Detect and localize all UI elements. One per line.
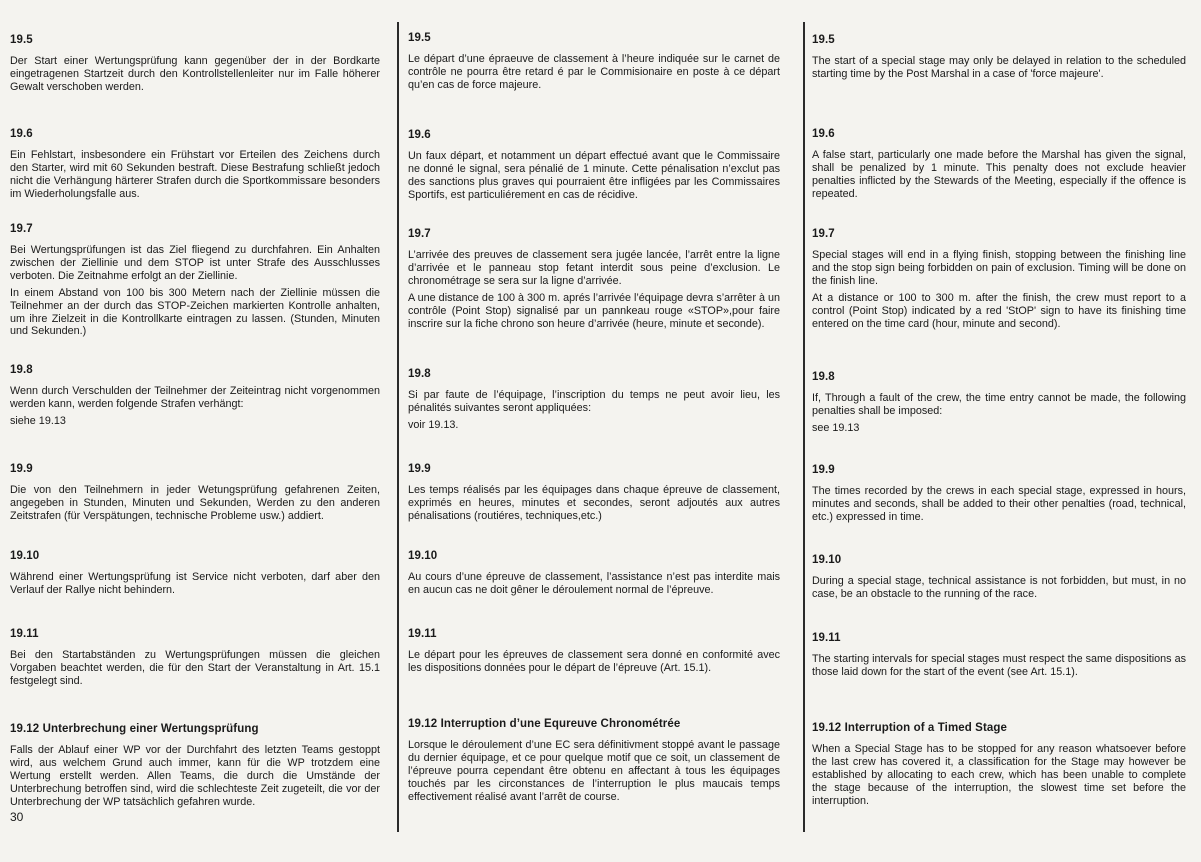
- article-paragraph: voir 19.13.: [408, 418, 459, 431]
- article-paragraph: Der Start einer Wertungsprüfung kann gegenüber der in der Bordkarte eingetragenen Startzeit durch den Kontrollstellenleiter nur im Falle höherer Gewalt verschoben werden.: [10, 55, 380, 93]
- article-heading: 19.5: [10, 34, 33, 46]
- article-heading: 19.8: [812, 371, 835, 383]
- article-section: [408, 628, 780, 679]
- article-heading: 19.7: [812, 228, 835, 240]
- article-heading: 19.10: [408, 550, 438, 562]
- article-section: [10, 723, 380, 813]
- article-section: [10, 34, 380, 98]
- article-paragraph: Si par faute de l’équipage, l’inscription du temps ne peut avoir lieu, les pénalités suivantes seront appliquées:: [408, 389, 780, 414]
- article-paragraph: During a special stage, technical assistance is not forbidden, but must, in no case, be an obstacle to the running of the race.: [812, 575, 1186, 600]
- article-heading: 19.7: [408, 228, 431, 240]
- column-divider: [397, 22, 399, 832]
- article-paragraph: The start of a special stage may only be delayed in relation to the scheduled starting time by the Post Marshal in a case of 'force majeure'.: [812, 55, 1186, 80]
- article-heading: 19.6: [10, 128, 33, 140]
- article-heading: 19.11: [10, 628, 39, 640]
- article-heading: 19.12 Interruption d’une Equreuve Chronométrée: [408, 718, 681, 730]
- article-paragraph: A false start, particularly one made before the Marshal has given the signal, shall be penalized by 1 minute. This penalty does not exclude heavier penalties inflicted by the Stewards of the Meeting, especially if the offence is repeated.: [812, 149, 1186, 200]
- article-paragraph: Special stages will end in a flying finish, stopping between the finishing line and the stop sign being forbidden on pain of exclusion. Timing will be done on the finish line.: [812, 249, 1186, 287]
- article-paragraph: see 19.13: [812, 421, 860, 434]
- article-heading: 19.9: [10, 463, 33, 475]
- article-section: [10, 628, 380, 692]
- article-paragraph: L’arrivée des preuves de classement sera jugée lancée, l’arrêt entre la ligne d’arrivée et le panneau stop fetant interdit sous peine d’exclusion. Le chronométrage se sera sur la ligne d’arrivée.: [408, 249, 780, 287]
- article-paragraph: The times recorded by the crews in each special stage, expressed in hours, minutes and seconds, shall be added to their other penalties (road, technical, etc.) expressed in time.: [812, 485, 1186, 523]
- article-section: [812, 632, 1186, 683]
- article-paragraph: Bei den Startabständen zu Wertungsprüfungen müssen die gleichen Vorgaben beachtet werden, die für den Start der Veranstaltung in Art. 15.1 festgelegt sind.: [10, 649, 380, 687]
- article-paragraph: If, Through a fault of the crew, the time entry cannot be made, the following penalties shall be imposed:: [812, 392, 1186, 417]
- article-paragraph: At a distance or 100 to 300 m. after the finish, the crew must report to a control (Point Stop) indicated by a red 'StOP' sign to have its finishing time entered on the time card (hour, minute and second).: [812, 291, 1186, 330]
- article-section: [10, 364, 380, 432]
- article-paragraph: Wenn durch Verschulden der Teilnehmer der Zeiteintrag nicht vorgenommen werden kann, werden folgende Strafen verhängt:: [10, 385, 380, 410]
- article-paragraph: Le départ pour les épreuves de classement sera donné en conformité avec les dispositions données pour le départ de l’épreuve (Art. 15.1).: [408, 649, 780, 674]
- article-paragraph: Les temps réalisés par les équipages dans chaque épreuve de classement, exprimés en heures, minutes et secondes, seront adjoutés aux autres pénalisations (routiéres, techniques,etc.): [408, 484, 780, 522]
- article-section: [408, 129, 780, 206]
- article-section: [10, 223, 380, 342]
- article-paragraph: Un faux départ, et notamment un départ effectué avant que le Commissaire ne donné le signal, sera pénalié de 1 minute. Cette pénalisation n’exclut pas des sanctions plus graves qui pourraient être infligées par les Commissaires Sportifs, est particuliérement en cas de récidive.: [408, 150, 780, 201]
- article-paragraph: siehe 19.13: [10, 414, 66, 427]
- article-section: [408, 368, 780, 436]
- article-paragraph: Le départ d’une épraeuve de classement à l’heure indiquée sur le carnet de contrôle ne pourra être retard é par le Commisionaire en poste à ce départ qu’en cas de force majeure.: [408, 53, 780, 91]
- article-section: [10, 463, 380, 527]
- article-heading: 19.8: [10, 364, 33, 376]
- article-heading: 19.6: [408, 129, 431, 141]
- article-paragraph: In einem Abstand von 100 bis 300 Metern nach der Ziellinie müssen die Teilnehmer an der durch das STOP-Zeichen markierten Kontrolle anhalten, um ihre Zielzeit in die Kontrollkarte eintragen zu lassen. (Stunden, Minuten und Sekunden.): [10, 286, 380, 338]
- article-paragraph: A une distance de 100 à 300 m. aprés l’arrivée l’équipage devra s’arrêter à un contrôle (Point Stop) signalisé par un pannkeau rouge «STOP»,pour faire inscrire sur la fiche chrono son heure d’arrivée (heure, minute et seconde).: [408, 291, 780, 330]
- article-section: [408, 228, 780, 334]
- article-section: [812, 554, 1186, 605]
- article-section: [408, 718, 780, 808]
- article-heading: 19.5: [812, 34, 835, 46]
- article-paragraph: Lorsque le déroulement d’une EC sera définitivment stoppé avant le passage du dernier équipage, et ce pour quelque motif que ce soit, un classement de l’épreuve pourra cependant être obtenu en affectant à tous les équipages touchés par les circonstances de l’interruption le plus maucais temps effectivement réalisé avant l’arrêt de course.: [408, 739, 780, 803]
- german-column: [10, 0, 380, 862]
- article-section: [812, 464, 1186, 528]
- article-paragraph: Bei Wertungsprüfungen ist das Ziel fliegend zu durchfahren. Ein Anhalten zwischen der Ziellinie und dem STOP ist unter Strafe des Ausschlusses verboten. Die Zeitnahme erfolgt an der Ziellinie.: [10, 244, 380, 282]
- french-column: [408, 0, 780, 862]
- article-paragraph: Ein Fehlstart, insbesondere ein Frühstart vor Erteilen des Zeichens durch den Starter, wird mit 60 Sekunden bestraft. Diese Bestrafung schließt jedoch nicht die Verhängung härterer Strafen durch die Sportkommissare besonders im Wiederholungsfalle aus.: [10, 149, 380, 200]
- article-heading: 19.10: [812, 554, 842, 566]
- article-section: [408, 32, 780, 96]
- article-paragraph: Die von den Teilnehmern in jeder Wetungsprüfung gefahrenen Zeiten, angegeben in Stunden, Minuten und Sekunden, Werden zu den anderen Zeitstrafen (für Verspätungen, technische Probleme usw.) addiert.: [10, 484, 380, 522]
- article-paragraph: The starting intervals for special stages must respect the same dispositions as those laid down for the start of the event (see Art. 15.1).: [812, 653, 1186, 678]
- article-paragraph: When a Special Stage has to be stopped for any reason whatsoever before the last crew has covered it, a classification for the Stage may however be established by allocating to each crew, which has been unable to complete the stage because of the interruption, the slowest time set before the interruption.: [812, 743, 1186, 807]
- article-section: [812, 228, 1186, 334]
- article-section: [408, 463, 780, 527]
- article-heading: 19.9: [812, 464, 835, 476]
- article-heading: 19.9: [408, 463, 431, 475]
- english-column: [812, 0, 1186, 862]
- article-section: [812, 34, 1186, 85]
- article-heading: 19.8: [408, 368, 431, 380]
- article-section: [812, 128, 1186, 205]
- article-heading: 19.6: [812, 128, 835, 140]
- article-heading: 19.12 Unterbrechung einer Wertungsprüfung: [10, 723, 259, 735]
- article-section: [812, 722, 1186, 812]
- article-section: [10, 128, 380, 205]
- article-heading: 19.11: [408, 628, 437, 640]
- article-section: [408, 550, 780, 601]
- article-heading: 19.12 Interruption of a Timed Stage: [812, 722, 1007, 734]
- page-number: 30: [10, 810, 24, 824]
- article-heading: 19.11: [812, 632, 841, 644]
- article-section: [10, 550, 380, 601]
- article-paragraph: Falls der Ablauf einer WP vor der Durchfahrt des letzten Teams gestoppt wird, aus welchem Grund auch immer, kann für die WP trotzdem eine Wertung erstellt werden. Allen Teams, die durch die Umstände der Unterbrechung betroffen sind, wird die schlechteste Zeit zugeteilt, die vor der Unterbrechung der WP tatsächlich gefahren wurde.: [10, 744, 380, 808]
- article-heading: 19.5: [408, 32, 431, 44]
- article-heading: 19.7: [10, 223, 33, 235]
- article-heading: 19.10: [10, 550, 40, 562]
- article-section: [812, 371, 1186, 439]
- column-divider: [803, 22, 805, 832]
- article-paragraph: Au cours d’une épreuve de classement, l’assistance n’est pas interdite mais en aucun cas ne doit gêner le déroulement normal de l’épreuve.: [408, 571, 780, 596]
- article-paragraph: Während einer Wertungsprüfung ist Service nicht verboten, darf aber den Verlauf der Rallye nicht behindern.: [10, 571, 380, 596]
